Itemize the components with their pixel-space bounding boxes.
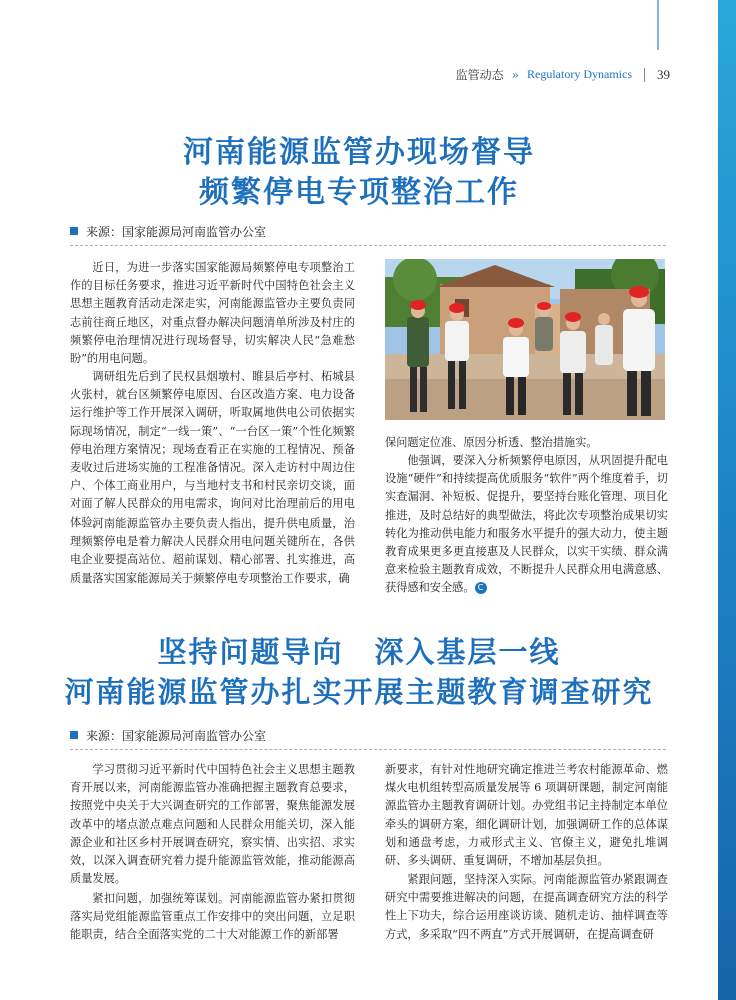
- inspection-photo: [385, 259, 665, 420]
- article1-source: 来源：国家能源局河南监管办公室: [70, 222, 666, 240]
- article1-title: 河南能源监管办现场督导 频繁停电专项整治工作: [183, 135, 535, 210]
- article1-continuation: 保问题定位准、原因分析透、整治措施实。: [385, 436, 598, 449]
- article1-paragraph: 调研组先后到了民权县烟墩村、睢县后亭村、柘城县火张村，就台区频繁停电原因、台区改造方案、电力设备运行维护等工作开展深入调研，听取属地供电公司依据实际现场情况，制定“一线一策”、“一台区一策”个性化频繁停电治理方案情况；现场查看正在实施的工程情况、预备麦收过后进场实施的工程准备情况。深入走访村中周边住户、个体工商业用户，与当地村支书和村民亲切交谈，面对面了解人民群众的用电需求，询问对比治理前后的用电体验。: [70, 370, 355, 529]
- article1-paragraph: 近日，为进一步落实国家能源局频繁停电专项整治工作的目标任务要求，推进习近平新时代中国特色社会主义思想主题教育活动走深走实，河南能源监管办主要负责同志前往商丘地区，对重点督办解决问题清单所涉及村庄的频繁停电治理情况进行现场督导，切实解决人民“急难愁盼”的用电问题。: [70, 261, 355, 366]
- end-mark-icon: C: [475, 582, 487, 594]
- running-header: [456, 66, 670, 83]
- dashed-divider: [70, 749, 666, 750]
- article2-paragraph: 紧扣问题，加强统筹谋划。河南能源监管办紧扣贯彻落实局党组能源监管重点工作安排中的突出问题，立足职能职责，结合全面落实党的二十大对能源工作的新部署: [70, 892, 355, 942]
- page-number: 39: [657, 66, 670, 82]
- article2-continuation: 新要求，有针对性地研究确定推进兰考农村能源革命、燃煤火电机组转型高质量发展等 6 项调研课题，制定河南能源监管办主题教育调研计划。办党组书记主持制定本单位牵头的调研方案，细化调研计划，加强调研工作的总体谋划和通盘考虑，力戒形式主义、官僚主义，避免扎堆调研、多头调研、重复调研，不增加基层负担。: [385, 763, 668, 868]
- dashed-divider: [70, 245, 666, 246]
- header-divider: [644, 68, 645, 82]
- article2-source: 来源：国家能源局河南监管办公室: [70, 726, 666, 744]
- square-bullet-icon: [70, 731, 78, 739]
- page-edge-bar: [718, 0, 736, 1000]
- inspection-photo-illustration: [385, 259, 665, 420]
- article1-paragraph: 他强调，要深入分析频繁停电原因，从巩固提升配电设施“硬件”和持续提高优质服务“软件”两个维度着手，切实查漏洞、补短板、促提升，要坚持台账化管理、项目化推进，及时总结好的典型做法，将此次专项整治成果切实转化为推动供电能力和服务水平提升的强大动力，使主题教育成果更多更直接惠及人民群众，以实干实绩、群众满意来检验主题教育成效，不断提升人民群众用电满意感、获得感和安全感。 C: [385, 454, 668, 595]
- chevron-icon: »: [511, 67, 520, 82]
- section-name-en: Regulatory Dynamics: [527, 67, 632, 81]
- article2-paragraph: 紧跟问题，坚持深入实际。河南能源监管办紧跟调查研究中需要推进解决的问题，在提高调查研究方法的科学性上下功夫，综合运用座谈访谈、随机走访、抽样调查等方式，多采取“四不两直”方式开展调研，在提高调查研: [385, 873, 668, 941]
- square-bullet-icon: [70, 227, 78, 235]
- article2-title: 坚持问题导向 深入基层一线 河南能源监管办扎实开展主题教育调查研究: [64, 635, 654, 709]
- article1-paragraph: 河南能源监管办主要负责人指出，提升供电质量，治理频繁停电是着力解决人民群众用电问题关键所在，各供电企业要提高站位、超前谋划、精心部署、扎实推进，高质量落实国家能源局关于频繁停电专项整治工作要求，确: [70, 517, 355, 585]
- header-rule: [657, 0, 659, 50]
- section-name: 监管动态: [455, 68, 504, 82]
- article2-paragraph: 学习贯彻习近平新时代中国特色社会主义思想主题教育开展以来，河南能源监管办准确把握主题教育总要求，按照党中央关于大兴调查研究的工作部署，聚焦能源发展改革中的堵点淤点难点问题和人民群众用能关切，深入能源企业和社区乡村开展调查研究，察实情、出实招、求实效，以深入调查研究着力提升能源监管效能，推动能源高质量发展。: [70, 763, 355, 886]
